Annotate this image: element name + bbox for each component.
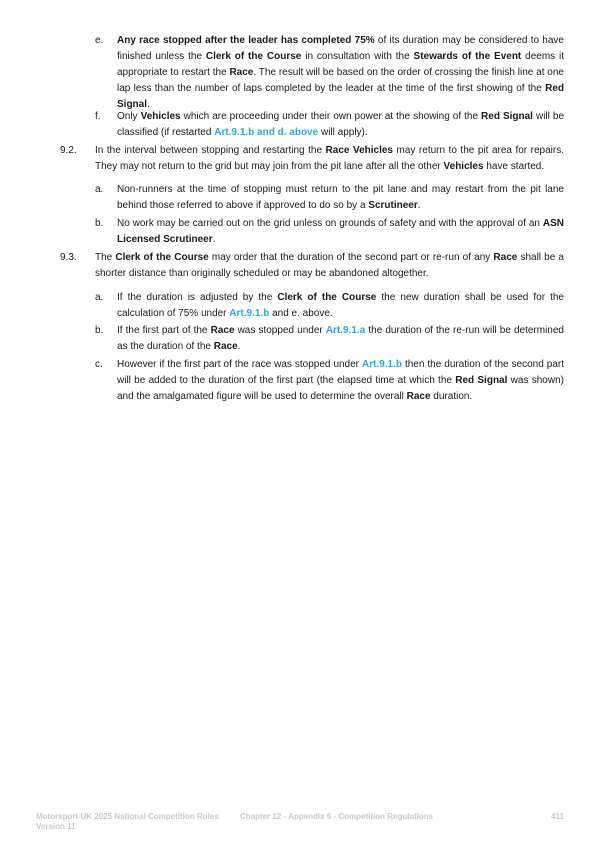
footer-left: Motorsport UK 2025 National Competition Rules Version 11 [36, 812, 219, 831]
footer-chapter: Chapter 12 - Appendix 6 - Competition Regulations [240, 812, 434, 821]
item-9-1-f-marker: f. [95, 111, 101, 122]
item-9-3-a-text: If the duration is adjusted by the Clerk of the Course the new duration shall be used for the calculation of 75% under Art.9.1.b and e. above. [117, 292, 564, 319]
section-9-3-text: The Clerk of the Course may order that the duration of the second part or re-run of any Race shall be a shorter distance than originally scheduled or may be abandoned altogether. [95, 252, 564, 279]
item-9-3-b-marker: b. [95, 325, 104, 336]
item-9-3-c-marker: c. [95, 359, 103, 370]
item-9-2-a-marker: a. [95, 184, 104, 195]
item-9-3-b-text: If the first part of the Race was stopped under Art.9.1.a the duration of the re-run will be determined as the duration of the Race. [117, 325, 564, 352]
item-9-1-f-text: Only Vehicles which are proceeding under their own power at the showing of the Red Signal will be classified (if restarted Art.9.1.b and d. above will apply). [117, 111, 565, 138]
item-9-2-b-text: No work may be carried out on the grid unless on grounds of safety and with the approval of an ASN Licensed Scrutineer. [117, 218, 564, 245]
item-9-2-b-marker: b. [95, 218, 104, 229]
art-9-1-b-link-3[interactable]: Art.9.1.b [361, 359, 402, 370]
section-9-3-marker: 9.3. [60, 252, 77, 263]
art-9-1-b-link-2[interactable]: Art.9.1.b [229, 308, 270, 319]
art-9-1-a-link[interactable]: Art.9.1.a [325, 325, 366, 336]
section-9-2-text: In the interval between stopping and restarting the Race Vehicles may return to the pit area for repairs. They may not return to the grid but may join from the pit lane after all the other Vehicles have started. [95, 145, 565, 172]
item-9-2-a-text: Non-runners at the time of stopping must return to the pit lane and may restart from the pit lane behind those referred to above if approved to do so by a Scrutineer. [117, 184, 564, 211]
art-9-1-b-link[interactable]: Art.9.1.b and d. above [214, 127, 319, 138]
page-number: 411 [551, 812, 564, 821]
item-9-3-c-text: However if the first part of the race was stopped under Art.9.1.b then the duration of the second part will be added to the duration of the first part (the elapsed time at which the Red Signal was shown) and the amalgamated figure will be used to determine the overall Race duration. [117, 359, 564, 402]
item-9-1-e-marker: e. [95, 35, 104, 46]
item-9-3-a-marker: a. [95, 292, 104, 303]
section-9-2-marker: 9.2. [60, 145, 77, 156]
item-9-1-e-text: Any race stopped after the leader has completed 75% of its duration may be considered to have finished unless the Clerk of the Course in consultation with the Stewards of the Event deems it appropriate to restart the Race. The result will be based on the order of crossing the finish line at one lap less than the number of laps completed by the leader at the time of the first showing of the Red Signal. [117, 35, 565, 110]
